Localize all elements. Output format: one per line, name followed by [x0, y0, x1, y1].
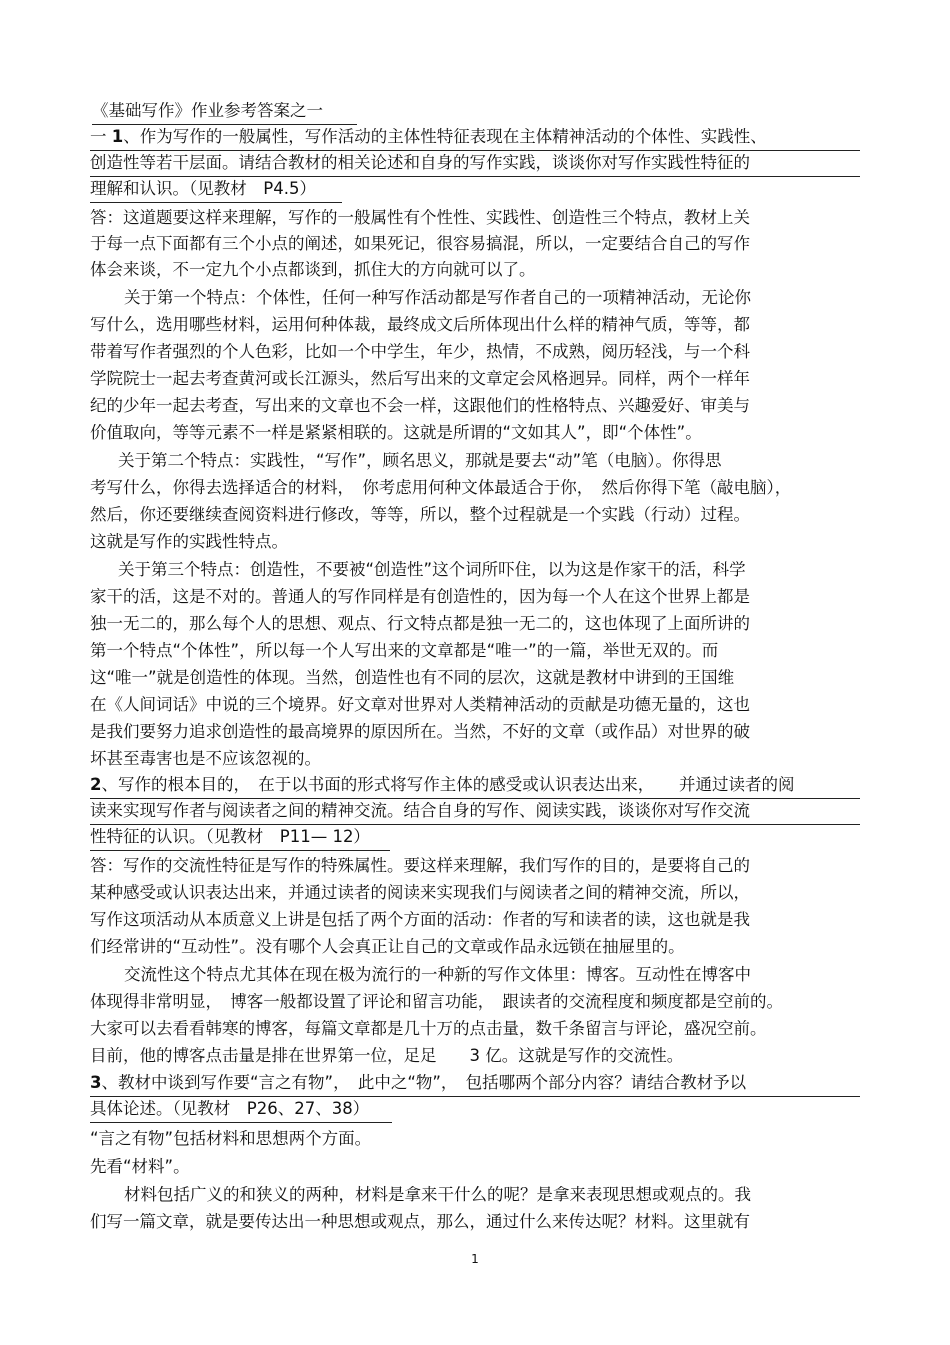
answer-1-line: 答：这道题要这样来理解，写作的一般属性有个性性、实践性、创造性三个特点，教材上关 [90, 208, 750, 227]
question-2-line-3: 性特征的认识。（见教材 P11— 12） [90, 825, 390, 851]
answer-2-line: 写作这项活动从本质意义上讲是包括了两个方面的活动：作者的写和读者的读，这也就是我 [90, 910, 750, 929]
answer-1-line: 在《人间词话》中说的三个境界。好文章对世界对人类精神活动的贡献是功德无量的，这也 [90, 695, 750, 714]
answer-1-line: 坏甚至毒害也是不应该忽视的。 [90, 749, 321, 768]
answer-2-line: 交流性这个特点尤其体在现在极为流行的一种新的写作文体里：博客。互动性在博客中 [124, 965, 751, 984]
question-text: 、作为写作的一般属性，写作活动的主体性特征表现在主体精神活动的个体性、实践性、 [123, 127, 767, 146]
question-number: 3 [90, 1073, 102, 1092]
answer-3-line: 们写一篇文章，就是要传达出一种思想或观点，那么，通过什么来传达呢？材料。这里就有 [90, 1212, 750, 1231]
answer-2-line: 大家可以去看看韩寒的博客，每篇文章都是几十万的点击量，数千条留言与评论，盛况空前。 [90, 1019, 767, 1038]
answer-1-line: 写什么，选用哪些材料，运用何种体裁，最终成文后所体现出什么样的精神气质，等等，都 [90, 315, 750, 334]
answer-1-line: 家干的活，这是不对的。普通人的写作同样是有创造性的，因为每一个人在这个世界上都是 [90, 587, 750, 606]
answer-1-line: 这“唯一”就是创造性的体现。当然，创造性也有不同的层次，这就是教材中讲到的王国维 [90, 668, 735, 687]
question-1-line-3: 理解和认识。（见教材 P4.5） [90, 177, 342, 203]
answer-1-line: 体会来谈，不一定九个小点都谈到，抓住大的方向就可以了。 [90, 260, 536, 279]
question-1-line-1 [90, 125, 860, 151]
answer-1-line: 于每一点下面都有三个小点的阐述，如果死记，很容易搞混，所以，一定要结合自己的写作 [90, 234, 750, 253]
question-1-line-2: 创造性等若干层面。请结合教材的相关论述和自身的写作实践，谈谈你对写作实践性特征的 [90, 151, 860, 177]
answer-1-line: 关于第一个特点：个体性，任何一种写作活动都是写作者自己的一项精神活动，无论你 [124, 288, 751, 307]
answer-1-line: 价值取向，等等元素不一样是紧紧相联的。这就是所谓的“文如其人”，即“个体性”。 [90, 423, 702, 442]
answer-1-line: 关于第二个特点：实践性，“写作”，顾名思义，那就是要去“动”笔（电脑）。你得思 [118, 451, 722, 470]
answer-1-line: 第一个特点“个体性”，所以每一个人写出来的文章都是“唯一”的一篇，举世无双的。而 [90, 641, 719, 660]
question-number: 1 [111, 127, 124, 146]
answer-1-line: 这就是写作的实践性特点。 [90, 532, 288, 551]
question-3-line-2: 具体论述。（见教材 P26、27、38） [90, 1097, 392, 1123]
answer-1-line: 独一无二的，那么每个人的思想、观点、行文特点都是独一无二的，这也体现了上面所讲的 [90, 614, 750, 633]
question-text: 、写作的根本目的， 在于以书面的形式将写作主体的感受或认识表达出来， 并通过读者的阅 [101, 775, 795, 794]
answer-1-line: 然后，你还要继续查阅资料进行修改，等等，所以，整个过程就是一个实践（行动）过程。 [90, 505, 750, 524]
answer-1-line: 学院院士一起去考查黄河或长江源头，然后写出来的文章定会风格迥异。同样，两个一样年 [90, 369, 750, 388]
document-title: 《基础写作》作业参考答案之一 [92, 99, 357, 125]
question-3-line-1 [90, 1071, 860, 1097]
answer-1-line: 纪的少年一起去考查，写出来的文章也不会一样，这跟他们的性格特点、兴趣爱好、审美与 [90, 396, 750, 415]
answer-1-line: 考写什么，你得去选择适合的材料， 你考虑用何种文体最适合于你， 然后你得下笔（敲电脑）， [90, 478, 792, 497]
question-2-line-2: 读来实现写作者与阅读者之间的精神交流。结合自身的写作、阅读实践，谈谈你对写作交流 [90, 799, 860, 825]
answer-2-line: 们经常讲的“互动性”。没有哪个人会真正让自己的文章或作品永远锁在抽屉里的。 [90, 937, 685, 956]
answer-1-line: 关于第三个特点：创造性，不要被“创造性”这个词所吓住，以为这是作家干的活，科学 [118, 560, 746, 579]
answer-1-line: 带着写作者强烈的个人色彩，比如一个中学生，年少，热情，不成熟，阅历轻浅，与一个科 [90, 342, 750, 361]
section-number: 一 [90, 127, 112, 146]
page-number: 1 [471, 1252, 479, 1266]
answer-3-line: 材料包括广义的和狭义的两种，材料是拿来干什么的呢？是拿来表现思想或观点的。我 [124, 1185, 751, 1204]
question-text: 、教材中谈到写作要“言之有物”， 此中之“物”， 包括哪两个部分内容？请结合教材予以 [101, 1073, 747, 1092]
answer-2-line: 体现得非常明显， 博客一般都设置了评论和留言功能， 跟读者的交流程度和频度都是空前的。 [90, 992, 783, 1011]
answer-2-line: 某种感受或认识表达出来，并通过读者的阅读来实现我们与阅读者之间的精神交流，所以， [90, 883, 750, 902]
answer-2-line: 答：写作的交流性特征是写作的特殊属性。要这样来理解，我们写作的目的，是要将自己的 [90, 856, 750, 875]
answer-3-line: 先看“材料”。 [90, 1157, 190, 1176]
answer-2-line: 目前，他的博客点击量是排在世界第一位，足足 3 亿。这就是写作的交流性。 [90, 1046, 684, 1065]
question-number: 2 [90, 775, 102, 794]
answer-1-line: 是我们要努力追求创造性的最高境界的原因所在。当然，不好的文章（或作品）对世界的破 [90, 722, 750, 741]
answer-3-line: “言之有物”包括材料和思想两个方面。 [90, 1129, 372, 1148]
question-2-line-1 [90, 773, 860, 799]
